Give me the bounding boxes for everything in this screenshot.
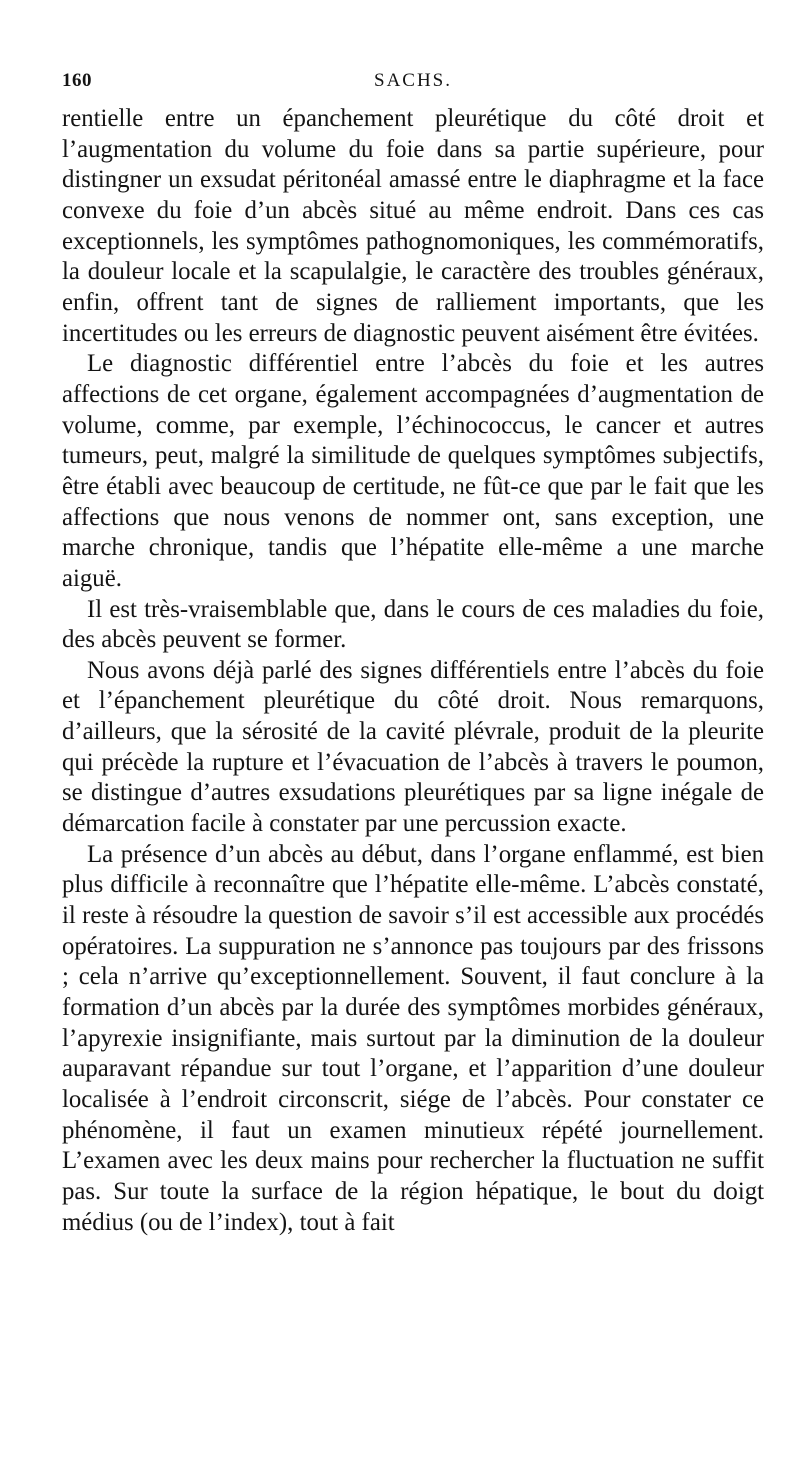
page-number: 160 <box>62 70 92 91</box>
paragraph: La présence d’un abcès au début, dans l’organe enflammé, est bien plus difficile à reconnaître que l’hépatite elle-même. L’abcès constaté, il reste à résoudre la question de savoir s’il est accessible aux procédés opératoires. La suppuration ne s’annonce pas toujours par des frissons ; cela n’arrive qu’exceptionnellement. Souvent, il faut conclure à la formation d’un abcès par la durée des symptômes morbides généraux, l’apyrexie insignifiante, mais surtout par la diminution de la douleur auparavant répandue sur tout l’organe, et l’apparition d’une douleur localisée à l’endroit circonscrit, siége de l’abcès. Pour constater ce phénomène, il faut un examen minutieux répété journellement. L’examen avec les deux mains pour rechercher la fluctuation ne suffit pas. Sur toute la surface de la région hépatique, le bout du doigt médius (ou de l’index), tout à fait <box>62 840 764 1236</box>
paragraph-continuation: rentielle entre un épanchement pleurétique du côté droit et l’augmentation du volume du foie dans sa partie supérieure, pour distingner un exsudat péritonéal amassé entre le diaphragme et la face convexe du foie d’un abcès situé au même endroit. Dans ces cas exceptionnels, les symptômes pathognomoniques, les commémoratifs, la douleur locale et la scapulalgie, le caractère des troubles généraux, enfin, offrent tant de signes de ralliement importants, que les incertitudes ou les erreurs de diagnostic peuvent aisément être évitées. <box>62 105 764 347</box>
body-text <box>62 104 764 1238</box>
paragraph: Le diagnostic différentiel entre l’abcès du foie et les autres affections de cet organe, également accompagnées d’augmentation de volume, comme, par exemple, l’échinococcus, le cancer et autres tumeurs, peut, malgré la similitude de quelques symptômes subjectifs, être établi avec beaucoup de certitude, ne fût-ce que par le fait que les affections que nous venons de nommer ont, sans exception, une marche chronique, tandis que l’hépatite elle-même a une marche aiguë. <box>62 350 764 592</box>
paragraph: Il est très-vraisemblable que, dans le cours de ces maladies du foie, des abcès peuvent se former. <box>62 595 764 654</box>
paragraph: Nous avons déjà parlé des signes différentiels entre l’abcès du foie et l’épanchement pleurétique du côté droit. Nous remarquons, d’ailleurs, que la sérosité de la cavité plévrale, produit de la pleurite qui précède la rupture et l’évacuation de l’abcès à travers le poumon, se distingue d’autres exsudations pleurétiques par sa ligne inégale de démarcation facile à constater par une percussion exacte. <box>62 656 764 838</box>
page-header <box>62 70 764 98</box>
running-head: SACHS. <box>374 70 452 91</box>
